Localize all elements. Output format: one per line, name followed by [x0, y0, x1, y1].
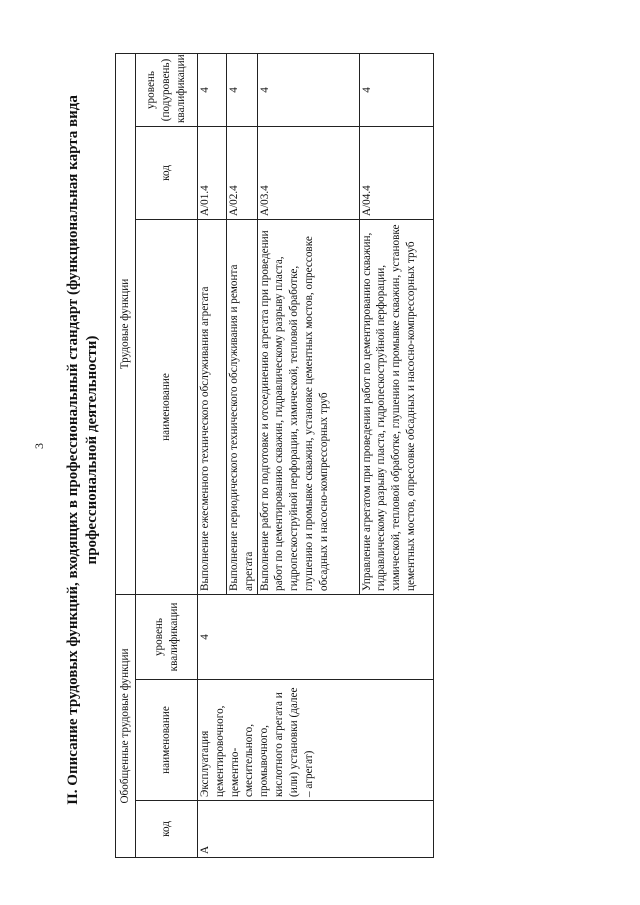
- function-code-header: код: [136, 127, 198, 220]
- generalized-name-cell: Эксплуатация цементировочного, цементно-смесительного, промывочного, кислотного агрегата и (или) установки (далее – агрегат): [198, 680, 434, 801]
- table-header-row-2: [136, 54, 198, 858]
- functions-table: [115, 53, 434, 858]
- generalized-code-cell: А: [198, 801, 434, 858]
- function-level-cell: 4: [227, 54, 258, 127]
- function-level-cell: 4: [359, 54, 433, 127]
- function-name-cell: Выполнение ежесменного технического обслуживания агрегата: [198, 220, 227, 595]
- function-code-cell: А/02.4: [227, 127, 258, 220]
- function-level-cell: 4: [257, 54, 359, 127]
- function-name-cell: Выполнение периодического технического обслуживания и ремонта агрегата: [227, 220, 258, 595]
- section-heading: II. Описание трудовых функций, входящих в профессиональный стандарт (функциональная карта вида профессиональной деятельности): [65, 95, 100, 805]
- table-header-row-1: [116, 54, 136, 858]
- function-code-cell: А/04.4: [359, 127, 433, 220]
- table-row: [198, 54, 227, 858]
- generalized-code-header: код: [136, 801, 198, 858]
- function-code-cell: А/03.4: [257, 127, 359, 220]
- function-code-cell: А/01.4: [198, 127, 227, 220]
- function-level-header: уровень (подуровень) квалификации: [136, 54, 198, 127]
- function-name-cell: Выполнение работ по подготовке и отсоединению агрегата при проведении работ по цементированию скважин, гидравлическому разрыву пласта, гидропескоструйной перфорации, химической, тепловой обработке, глушению и промывке скважин, установке цементных мостов, опрессовке обсадных и насосно-компрессорных труб: [257, 220, 359, 595]
- generalized-level-cell: 4: [198, 595, 434, 680]
- function-name-cell: Управление агрегатом при проведении работ по цементированию скважин, гидравлическому разрыву пласта, гидропескоструйной перфорации, химической, тепловой обработке, глушению и промывке скважин, установке цементных мостов, опрессовке обсадных и насосно-компрессорных труб: [359, 220, 433, 595]
- function-level-cell: 4: [198, 54, 227, 127]
- functions-table-wrapper: [115, 54, 433, 858]
- generalized-functions-header: Обобщенные трудовые функции: [116, 595, 136, 858]
- labor-functions-header: Трудовые функции: [116, 54, 136, 595]
- generalized-name-header: наименование: [136, 680, 198, 801]
- page-number: 3: [32, 443, 46, 449]
- generalized-level-header: уровень квалификации: [136, 595, 198, 680]
- function-name-header: наименование: [136, 220, 198, 595]
